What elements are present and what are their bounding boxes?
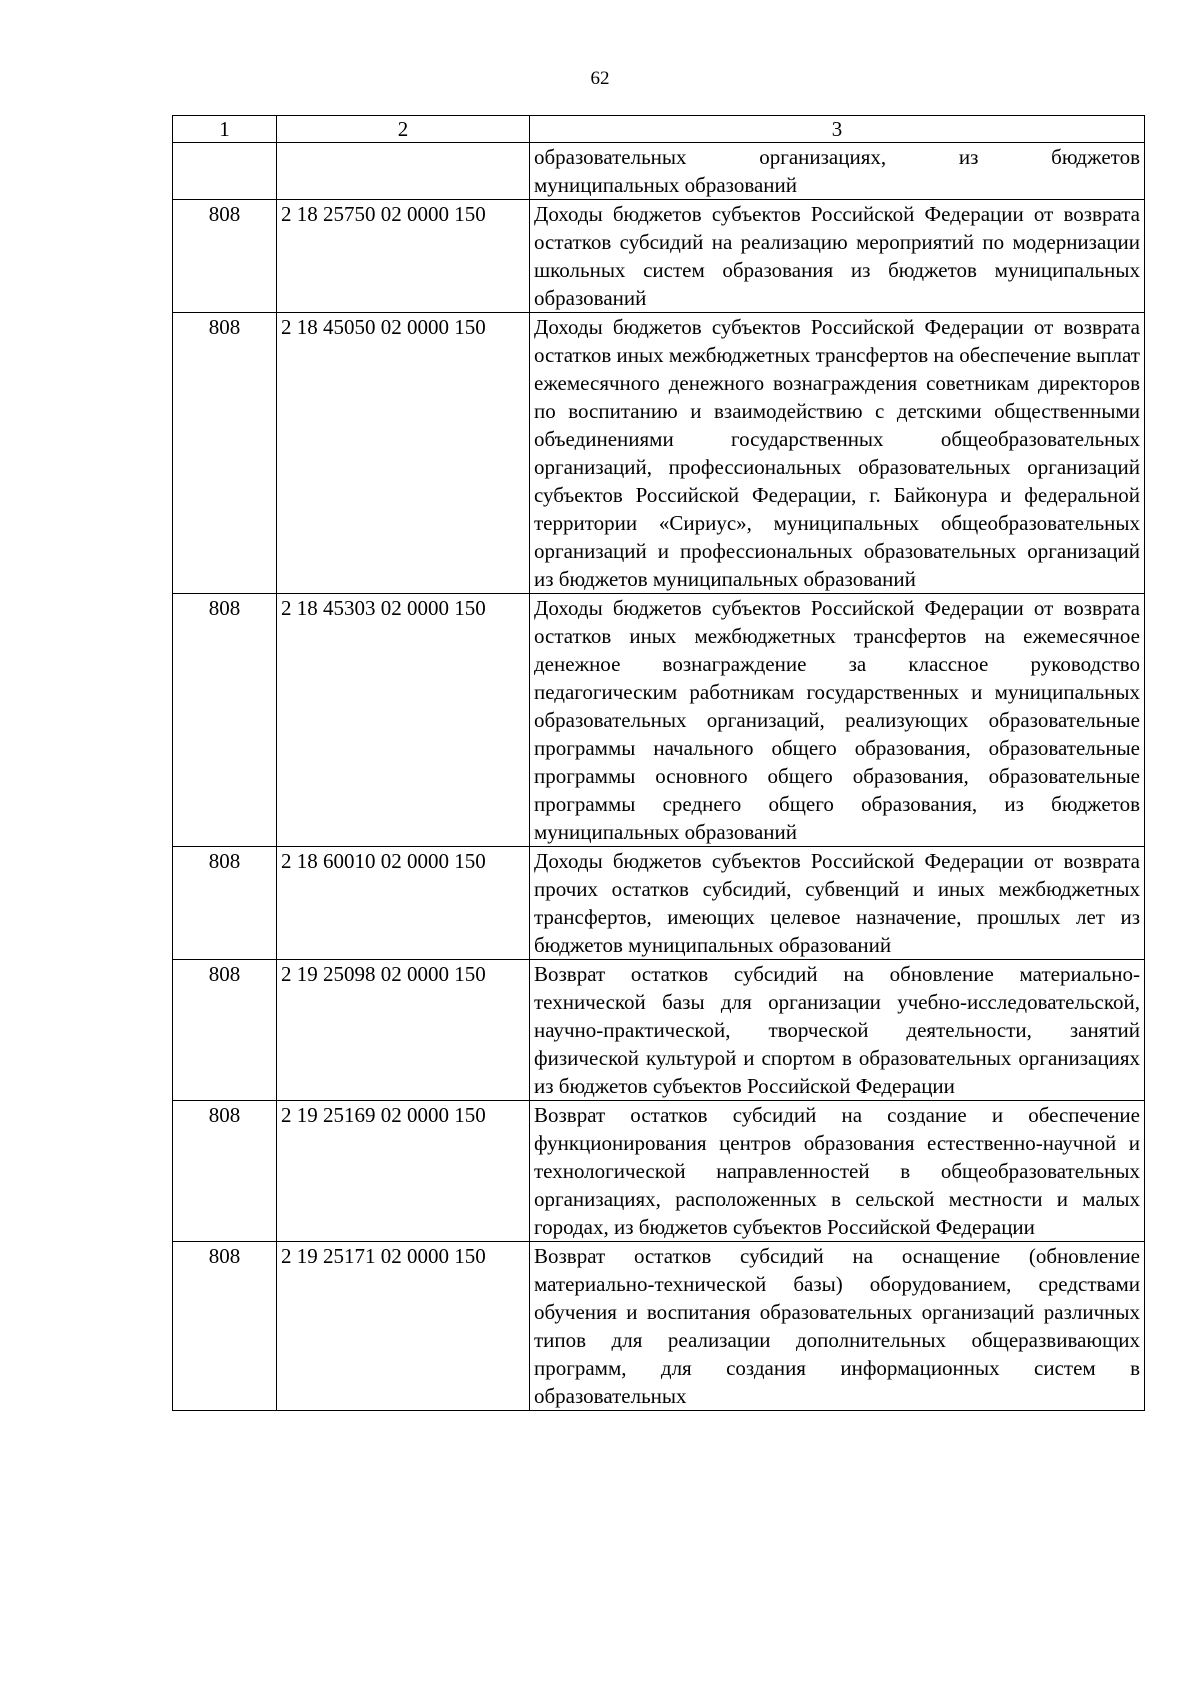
- column-header-2: 2: [277, 116, 530, 143]
- description-cell: Возврат остатков субсидий на обновление материально-технической базы для организации учебно-исследовательской, научно-практической, творческой деятельности, занятий физической культурой и спортом в образовательных организациях из бюджетов субъектов Российской Федерации: [530, 960, 1145, 1101]
- table-row: [173, 200, 1145, 313]
- table-row: [173, 847, 1145, 960]
- admin-code-cell: 808: [173, 1242, 277, 1411]
- description-cell: Доходы бюджетов субъектов Российской Федерации от возврата остатков иных межбюджетных трансфертов на обеспечение выплат ежемесячного денежного вознаграждения советникам директоров по воспитанию и взаимодействию с детскими общественными объединениями государственных общеобразовательных организаций, профессиональных образовательных организаций субъектов Российской Федерации, г. Байконура и федеральной территории «Сириус», муниципальных общеобразовательных организаций и профессиональных образовательных организаций из бюджетов муниципальных образований: [530, 313, 1145, 594]
- budget-code-cell: 2 18 45303 02 0000 150: [277, 594, 530, 847]
- admin-code-cell: 808: [173, 313, 277, 594]
- table-row: [173, 960, 1145, 1101]
- description-cell: Возврат остатков субсидий на оснащение (обновление материально-технической базы) оборудованием, средствами обучения и воспитания образовательных организаций различных типов для реализации дополнительных общеразвивающих программ, для создания информационных систем в образовательных: [530, 1242, 1145, 1411]
- budget-code-cell: 2 18 60010 02 0000 150: [277, 847, 530, 960]
- table-row: [173, 313, 1145, 594]
- admin-cell: [173, 143, 277, 200]
- description-cell: Возврат остатков субсидий на создание и обеспечение функционирования центров образования естественно-научной и технологической направленностей в общеобразовательных организациях, расположенных в сельской местности и малых городах, из бюджетов субъектов Российской Федерации: [530, 1101, 1145, 1242]
- column-header-3: 3: [530, 116, 1145, 143]
- budget-code-cell: 2 19 25171 02 0000 150: [277, 1242, 530, 1411]
- table-row: [173, 1242, 1145, 1411]
- description-cell: Доходы бюджетов субъектов Российской Федерации от возврата прочих остатков субсидий, субвенций и иных межбюджетных трансфертов, имеющих целевое назначение, прошлых лет из бюджетов муниципальных образований: [530, 847, 1145, 960]
- table-row: [173, 1101, 1145, 1242]
- description-cell: [530, 143, 1145, 200]
- page-number: 62: [590, 68, 610, 89]
- budget-code-cell: 2 18 45050 02 0000 150: [277, 313, 530, 594]
- admin-code-cell: 808: [173, 960, 277, 1101]
- continuation-line-1: образовательных организациях, из бюджетов: [534, 145, 1140, 169]
- budget-code-cell: 2 19 25169 02 0000 150: [277, 1101, 530, 1242]
- admin-code-cell: 808: [173, 847, 277, 960]
- admin-code-cell: 808: [173, 200, 277, 313]
- continuation-line-2: муниципальных образований: [534, 173, 797, 197]
- budget-code-cell: 2 19 25098 02 0000 150: [277, 960, 530, 1101]
- description-cell: Доходы бюджетов субъектов Российской Федерации от возврата остатков иных межбюджетных трансфертов на ежемесячное денежное вознаграждение за классное руководство педагогическим работникам государственных и муниципальных образовательных организаций, реализующих образовательные программы начального общего образования, образовательные программы основного общего образования, образовательные программы среднего общего образования, из бюджетов муниципальных образований: [530, 594, 1145, 847]
- column-header-1: 1: [173, 116, 277, 143]
- description-cell: Доходы бюджетов субъектов Российской Федерации от возврата остатков субсидий на реализацию мероприятий по модернизации школьных систем образования из бюджетов муниципальных образований: [530, 200, 1145, 313]
- admin-code-cell: 808: [173, 594, 277, 847]
- table-row: [173, 594, 1145, 847]
- table-row-continuation: [173, 143, 1145, 200]
- admin-code-cell: 808: [173, 1101, 277, 1242]
- code-cell: [277, 143, 530, 200]
- table-header-row: [173, 116, 1145, 143]
- budget-code-cell: 2 18 25750 02 0000 150: [277, 200, 530, 313]
- budget-classification-table: [172, 115, 1145, 1411]
